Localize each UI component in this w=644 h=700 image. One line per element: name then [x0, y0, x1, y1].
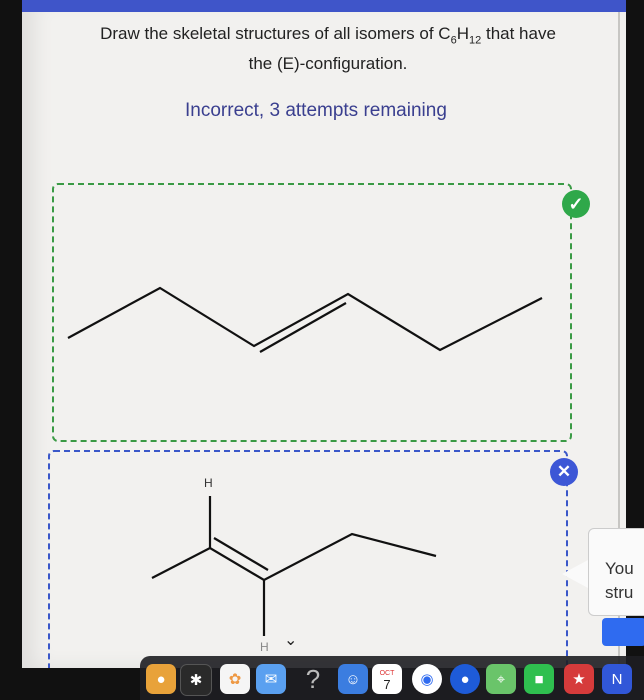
help-icon[interactable]: ?: [305, 663, 321, 694]
news-icon[interactable]: N: [602, 664, 632, 694]
feedback-status: Incorrect, 3 attempts remaining: [185, 100, 447, 121]
ball-icon[interactable]: ●: [450, 664, 480, 694]
photos-icon[interactable]: ✿: [220, 664, 250, 694]
chevron-down-icon[interactable]: ⌄: [284, 632, 298, 649]
tooltip-pointer: [562, 560, 588, 588]
chrome-icon[interactable]: ◉: [412, 664, 442, 694]
calendar-month: OCT: [379, 670, 395, 677]
maps-icon[interactable]: ⌖: [486, 664, 516, 694]
tooltip: [588, 528, 644, 616]
question-text: Draw the skeletal structures of all isomers of $C_6H_{12}$ that have the (E)-configuration.: [100, 24, 556, 74]
check-icon: ✓: [562, 190, 590, 218]
submit-button[interactable]: [602, 618, 644, 646]
tooltip-line-2: stru: [605, 583, 634, 602]
finder-icon[interactable]: ☺: [338, 664, 368, 694]
mail-icon[interactable]: ✉: [256, 664, 286, 694]
atom-label-h-top: H: [204, 476, 213, 490]
facetime-icon[interactable]: ■: [524, 664, 554, 694]
x-icon: ✕: [550, 458, 578, 486]
structure-incorrect: [22, 0, 626, 668]
launchpad-icon[interactable]: ●: [146, 664, 176, 694]
atom-label-h-bottom: H: [260, 640, 269, 654]
calendar-icon[interactable]: [372, 664, 402, 694]
tooltip-line-1: You: [605, 559, 634, 578]
calendar-day: 7: [383, 677, 391, 692]
dock: [140, 656, 644, 700]
browser-screen: [22, 0, 626, 668]
safari-icon[interactable]: ✱: [180, 664, 212, 696]
app-icon[interactable]: ★: [564, 664, 594, 694]
